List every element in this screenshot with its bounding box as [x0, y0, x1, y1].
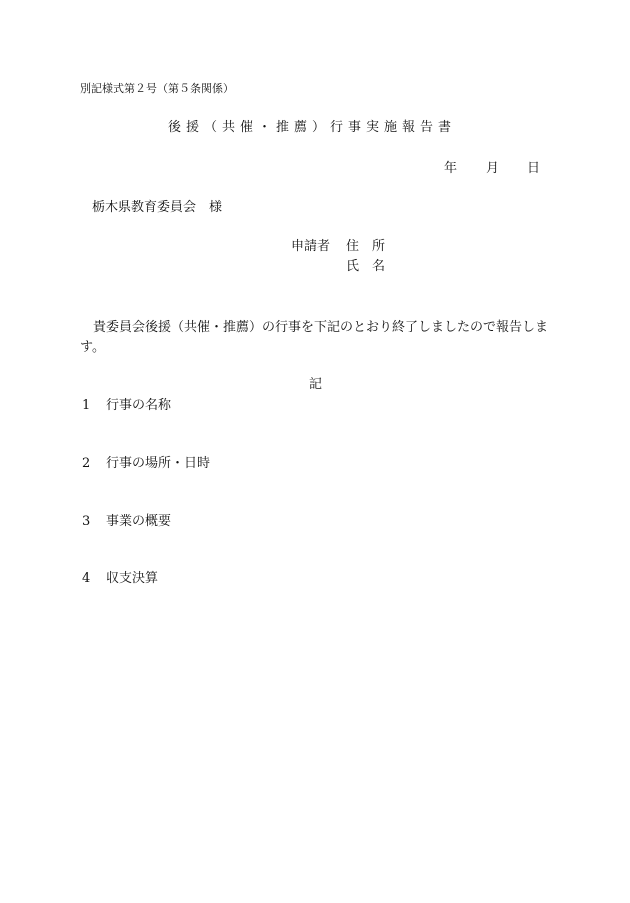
item-label: 行事の場所・日時 [106, 456, 211, 471]
name-label: 氏 名 [346, 259, 386, 274]
document-title: 後援（共催・推薦）行事実施報告書 [168, 120, 457, 135]
body-text: 貴委員会後援（共催・推薦）の行事を下記のとおり終了しましたので報告します。 [80, 320, 549, 355]
item-number: 2 [82, 456, 91, 471]
form-reference: 別記様式第２号（第５条関係） [80, 82, 234, 95]
date-day-label: 日 [527, 161, 541, 176]
applicant-label: 申請者 [291, 239, 331, 254]
recipient: 栃木県教育委員会 様 [92, 200, 223, 215]
list-item [82, 515, 171, 528]
body-paragraph [80, 318, 560, 358]
item-label: 事業の概要 [106, 514, 172, 529]
ki-heading: 記 [309, 377, 323, 392]
address-label: 住 所 [346, 239, 386, 254]
list-item [82, 457, 210, 470]
item-number: 1 [82, 398, 91, 413]
item-number: 4 [82, 571, 91, 586]
item-number: 3 [82, 514, 91, 529]
list-item [82, 399, 171, 412]
item-label: 収支決算 [106, 571, 159, 586]
date-year-label: 年 [444, 161, 458, 176]
list-item [82, 572, 158, 585]
date-month-label: 月 [486, 161, 500, 176]
item-label: 行事の名称 [106, 398, 172, 413]
